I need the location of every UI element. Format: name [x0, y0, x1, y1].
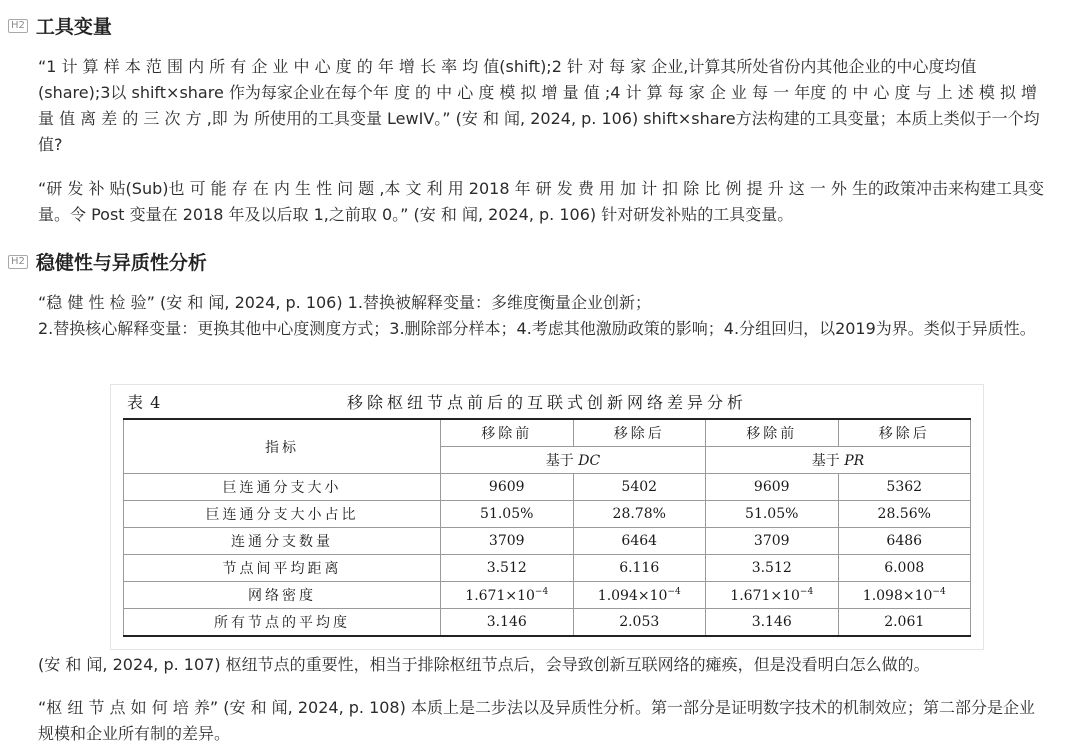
- cell: [838, 582, 971, 609]
- cell-mantissa: 1.671×10: [730, 587, 800, 604]
- network-difference-table: [123, 418, 971, 637]
- header-dc-before: 移除前: [441, 419, 574, 447]
- group-pr-prefix: 基于: [811, 453, 845, 469]
- table-number: 表 4: [127, 393, 162, 412]
- cell: 3709: [441, 528, 574, 555]
- cell-exponent: −4: [799, 586, 814, 597]
- cell: [573, 582, 706, 609]
- cell: 9609: [706, 474, 839, 501]
- cell: 28.56%: [838, 501, 971, 528]
- header-pr-after: 移除后: [838, 419, 971, 447]
- row-label: 网络密度: [124, 582, 441, 609]
- cell: 3.512: [441, 555, 574, 582]
- group-pr: [706, 447, 971, 474]
- table-row: [124, 582, 971, 609]
- cell: 3.146: [441, 609, 574, 637]
- cell: 51.05%: [706, 501, 839, 528]
- group-dc-prefix: 基于: [545, 453, 579, 469]
- header-dc-after: 移除后: [573, 419, 706, 447]
- row-label: 连通分支数量: [124, 528, 441, 555]
- cell: 3.146: [706, 609, 839, 637]
- row-label: 所有节点的平均度: [124, 609, 441, 637]
- heading-title: 工具变量: [35, 16, 112, 38]
- cell-exponent: −4: [534, 586, 549, 597]
- header-pr-before: 移除前: [706, 419, 839, 447]
- heading-title: 稳健性与异质性分析: [35, 252, 207, 274]
- cell: 51.05%: [441, 501, 574, 528]
- group-dc: [441, 447, 706, 474]
- table-row: [124, 609, 971, 637]
- table-row: [124, 474, 971, 501]
- cell: 9609: [441, 474, 574, 501]
- table-row: [124, 501, 971, 528]
- paragraph-hub-nodes: [38, 652, 1048, 678]
- paragraph-shift-share: [38, 54, 1048, 158]
- cell-mantissa: 1.671×10: [465, 587, 535, 604]
- cell: 28.78%: [573, 501, 706, 528]
- header-indicator: 指标: [124, 419, 441, 474]
- cell: 5362: [838, 474, 971, 501]
- paragraph-text: “研 发 补 贴(Sub)也 可 能 存 在 内 生 性 问 题 ,本 文 利 用 2018 年 研 发 费 用 加 计 扣 除 比 例 提 升 这 一 外 生的政策冲击来构建工具变量。令 Post 变量在 2018 年及以后取 1,之前取 0。” (安 和 闻, 2024, p. 106) 针对研发补贴的工具变量。: [38, 179, 1044, 224]
- group-dc-var: DC: [578, 453, 601, 469]
- cell: 3709: [706, 528, 839, 555]
- cell: 6.008: [838, 555, 971, 582]
- cell: 6.116: [573, 555, 706, 582]
- cell-exponent: −4: [932, 586, 946, 597]
- cell: [441, 582, 574, 609]
- paragraph-text: “枢 纽 节 点 如 何 培 养” (安 和 闻, 2024, p. 108) 本质上是二步法以及异质性分析。第一部分是证明数字技术的机制效应；第二部分是企业规模和企业所有制的差异。: [38, 698, 1035, 743]
- cell-mantissa: 1.094×10: [597, 587, 668, 604]
- paragraph-hub-cultivation: [38, 695, 1048, 747]
- paragraph-text: “1 计 算 样 本 范 围 内 所 有 企 业 中 心 度 的 年 增 长 率 均 值(shift);2 针 对 每 家 企业,计算其所处省份内其他企业的中心度均值(share);3以 shift×share 作为每家企业在每个年 度 的 中 心 度 模 拟 增 量 值 ;4 计 算 每 家 企 业 每 一 年度 的 中 心 度 与 上 述 模 拟 增 量 值 离 差 的 三 次 方 ,即 为 所使用的工具变量 LewIV。” (安 和 闻, 2024, p. 106) shift×share方法构建的工具变量；本质上类似于一个均值?: [38, 57, 1040, 154]
- cell: 2.061: [838, 609, 971, 637]
- cell-exponent: −4: [667, 586, 681, 597]
- paragraph-line: “稳 健 性 检 验” (安 和 闻, 2024, p. 106) 1.替换被解释变量：多维度衡量企业创新；: [38, 293, 651, 312]
- table-caption: [125, 390, 969, 414]
- row-label: 巨连通分支大小占比: [124, 501, 441, 528]
- cell: 6486: [838, 528, 971, 555]
- table-header-row: [124, 419, 971, 447]
- section-heading-robustness: [8, 248, 207, 275]
- section-heading-instrumental-variables: [8, 12, 112, 39]
- table-row: [124, 555, 971, 582]
- heading-level-badge: H2: [8, 255, 28, 269]
- paragraph-rd-subsidy: [38, 176, 1048, 228]
- paragraph-text: (安 和 闻, 2024, p. 107) 枢纽节点的重要性，相当于排除枢纽节点后，会导致创新互联网络的瘫痪，但是没看明白怎么做的。: [38, 655, 930, 674]
- table-title: 移除枢纽节点前后的互联式创新网络差异分析: [346, 393, 747, 412]
- cell: 6464: [573, 528, 706, 555]
- group-pr-var: PR: [844, 453, 865, 469]
- cell: 5402: [573, 474, 706, 501]
- table-row: [124, 528, 971, 555]
- row-label: 巨连通分支大小: [124, 474, 441, 501]
- cell-mantissa: 1.098×10: [862, 587, 933, 604]
- row-label: 节点间平均距离: [124, 555, 441, 582]
- paragraph-robustness-checks: [38, 290, 1048, 342]
- paragraph-line: 2.替换核心解释变量：更换其他中心度测度方式；3.删除部分样本；4.考虑其他激励政策的影响；4.分组回归，以2019为界。类似于异质性。: [38, 319, 1036, 338]
- table-image: [110, 384, 984, 650]
- cell: 3.512: [706, 555, 839, 582]
- cell: 2.053: [573, 609, 706, 637]
- cell: [706, 582, 839, 609]
- heading-level-badge: H2: [8, 19, 28, 33]
